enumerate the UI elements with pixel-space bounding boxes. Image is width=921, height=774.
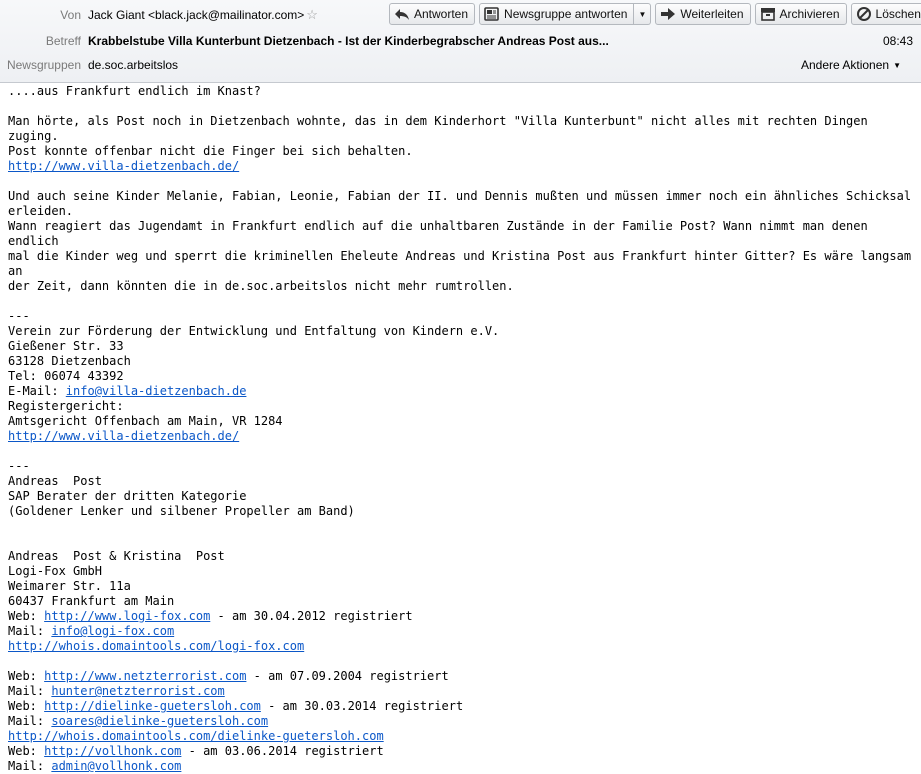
body-line: Andreas Post & Kristina Post (8, 549, 913, 564)
message-time: 08:43 (883, 29, 913, 53)
body-link[interactable]: http://whois.domaintools.com/dielinke-guetersloh.com (8, 729, 384, 743)
body-line: Logi-Fox GmbH (8, 564, 913, 579)
body-link[interactable]: soares@dielinke-guetersloh.com (51, 714, 268, 728)
message-body (8, 84, 913, 752)
body-line: Registergericht: (8, 399, 913, 414)
body-line: Amtsgericht Offenbach am Main, VR 1284 (8, 414, 913, 429)
subject-row (0, 29, 921, 53)
archive-label: Archivieren (780, 7, 840, 21)
body-line (8, 429, 913, 444)
body-line (8, 609, 913, 624)
body-line-prefix: Web: (8, 609, 44, 623)
reply-newsgroup-dropdown[interactable] (634, 3, 651, 25)
body-line (8, 534, 913, 549)
body-line: mal die Kinder weg und sperrt die kriminellen Eheleute Andreas und Kristina Post aus Frankfurt hinter Gitter? Es wäre langsam an (8, 249, 913, 279)
body-line (8, 729, 913, 744)
body-line: Man hörte, als Post noch in Dietzenbach wohnte, das in dem Kinderhort "Villa Kunterbunt" nicht alles mit rechten Dingen zuging. (8, 114, 913, 144)
body-line (8, 699, 913, 714)
body-line (8, 384, 913, 399)
reply-label: Antworten (414, 7, 468, 21)
body-link[interactable]: http://www.logi-fox.com (44, 609, 210, 623)
body-line-prefix: Mail: (8, 684, 51, 698)
body-link[interactable]: hunter@netzterrorist.com (51, 684, 224, 698)
newsgroup-icon (484, 6, 500, 22)
reply-newsgroup-button[interactable] (479, 3, 634, 25)
body-line-prefix: Mail: (8, 624, 51, 638)
subject-label: Betreff (46, 29, 81, 53)
newsgroups-label: Newsgruppen (7, 53, 81, 77)
body-line (8, 624, 913, 639)
body-line (8, 639, 913, 654)
body-line: 63128 Dietzenbach (8, 354, 913, 369)
star-icon[interactable]: ☆ (306, 7, 318, 22)
forward-button[interactable] (655, 3, 750, 25)
body-line: Post konnte offenbar nicht die Finger bei sich behalten. (8, 144, 913, 159)
body-line (8, 669, 913, 684)
body-link[interactable]: http://vollhonk.com (44, 744, 181, 758)
body-line: Weimarer Str. 11a (8, 579, 913, 594)
body-link[interactable]: admin@vollhonk.com (51, 759, 181, 773)
reply-icon (394, 6, 410, 22)
body-line (8, 99, 913, 114)
body-line-prefix: Web: (8, 669, 44, 683)
body-link[interactable]: http://whois.domaintools.com/logi-fox.com (8, 639, 304, 653)
body-line: der Zeit, dann könnten die in de.soc.arbeitslos nicht mehr rumtrollen. (8, 279, 913, 294)
body-line: ....aus Frankfurt endlich im Knast? (8, 84, 913, 99)
body-line: Verein zur Förderung der Entwicklung und Entfaltung von Kindern e.V. (8, 324, 913, 339)
from-address[interactable]: Jack Giant <black.jack@mailinator.com> (88, 8, 304, 22)
body-line: Und auch seine Kinder Melanie, Fabian, Leonie, Fabian der II. und Dennis mußten und müssen immer noch ein ähnliches Schicksal (8, 189, 913, 204)
body-line (8, 444, 913, 459)
body-line-prefix: Mail: (8, 714, 51, 728)
body-line: erleiden. (8, 204, 913, 219)
forward-icon (660, 6, 676, 22)
body-line-prefix: E-Mail: (8, 384, 66, 398)
body-line (8, 294, 913, 309)
chevron-down-icon: ▼ (893, 61, 901, 70)
body-line: --- (8, 459, 913, 474)
body-line (8, 759, 913, 774)
chevron-down-icon: ▼ (638, 10, 646, 19)
body-link[interactable]: http://www.netzterrorist.com (44, 669, 246, 683)
newsgroups-row (0, 53, 921, 77)
reply-newsgroup-label: Newsgruppe antworten (504, 7, 627, 21)
body-line: Gießener Str. 33 (8, 339, 913, 354)
body-line: Wann reagiert das Jugendamt in Frankfurt endlich auf die unhaltbaren Zustände in der Familie Post? Wann nimmt man denen endlich (8, 219, 913, 249)
archive-icon (760, 6, 776, 22)
other-actions-label: Andere Aktionen (801, 58, 889, 72)
body-line: SAP Berater der dritten Kategorie (8, 489, 913, 504)
forward-label: Weiterleiten (680, 7, 743, 21)
body-link[interactable]: http://www.villa-dietzenbach.de/ (8, 429, 239, 443)
body-line (8, 654, 913, 669)
body-line (8, 684, 913, 699)
body-line-prefix: Mail: (8, 759, 51, 773)
message-header (0, 0, 921, 83)
other-actions-button[interactable] (801, 54, 901, 77)
body-line: 60437 Frankfurt am Main (8, 594, 913, 609)
body-link[interactable]: http://www.villa-dietzenbach.de/ (8, 159, 239, 173)
body-line-suffix: - am 07.09.2004 registriert (246, 669, 448, 683)
delete-icon (856, 6, 872, 22)
body-line (8, 519, 913, 534)
message-toolbar (389, 3, 921, 27)
body-link[interactable]: info@logi-fox.com (51, 624, 174, 638)
newsgroups-value[interactable]: de.soc.arbeitslos (88, 53, 178, 77)
body-line (8, 174, 913, 189)
body-line: (Goldener Lenker und silbener Propeller am Band) (8, 504, 913, 519)
from-value[interactable] (88, 3, 318, 27)
body-link[interactable]: info@villa-dietzenbach.de (66, 384, 247, 398)
body-line-suffix: - am 30.04.2012 registriert (210, 609, 412, 623)
delete-label: Löschen (876, 7, 921, 21)
body-line: Tel: 06074 43392 (8, 369, 913, 384)
body-line: --- (8, 309, 913, 324)
body-line-prefix: Web: (8, 744, 44, 758)
delete-button[interactable] (851, 3, 921, 25)
body-line (8, 714, 913, 729)
from-label: Von (60, 3, 81, 27)
body-line-prefix: Web: (8, 699, 44, 713)
body-line: Andreas Post (8, 474, 913, 489)
reply-button[interactable] (389, 3, 475, 25)
body-link[interactable]: http://dielinke-guetersloh.com (44, 699, 261, 713)
body-line-suffix: - am 30.03.2014 registriert (261, 699, 463, 713)
archive-button[interactable] (755, 3, 847, 25)
subject-value: Krabbelstube Villa Kunterbunt Dietzenbach - Ist der Kinderbegrabscher Andreas Post aus... (88, 29, 609, 53)
body-line (8, 159, 913, 174)
body-line-suffix: - am 03.06.2014 registriert (181, 744, 383, 758)
